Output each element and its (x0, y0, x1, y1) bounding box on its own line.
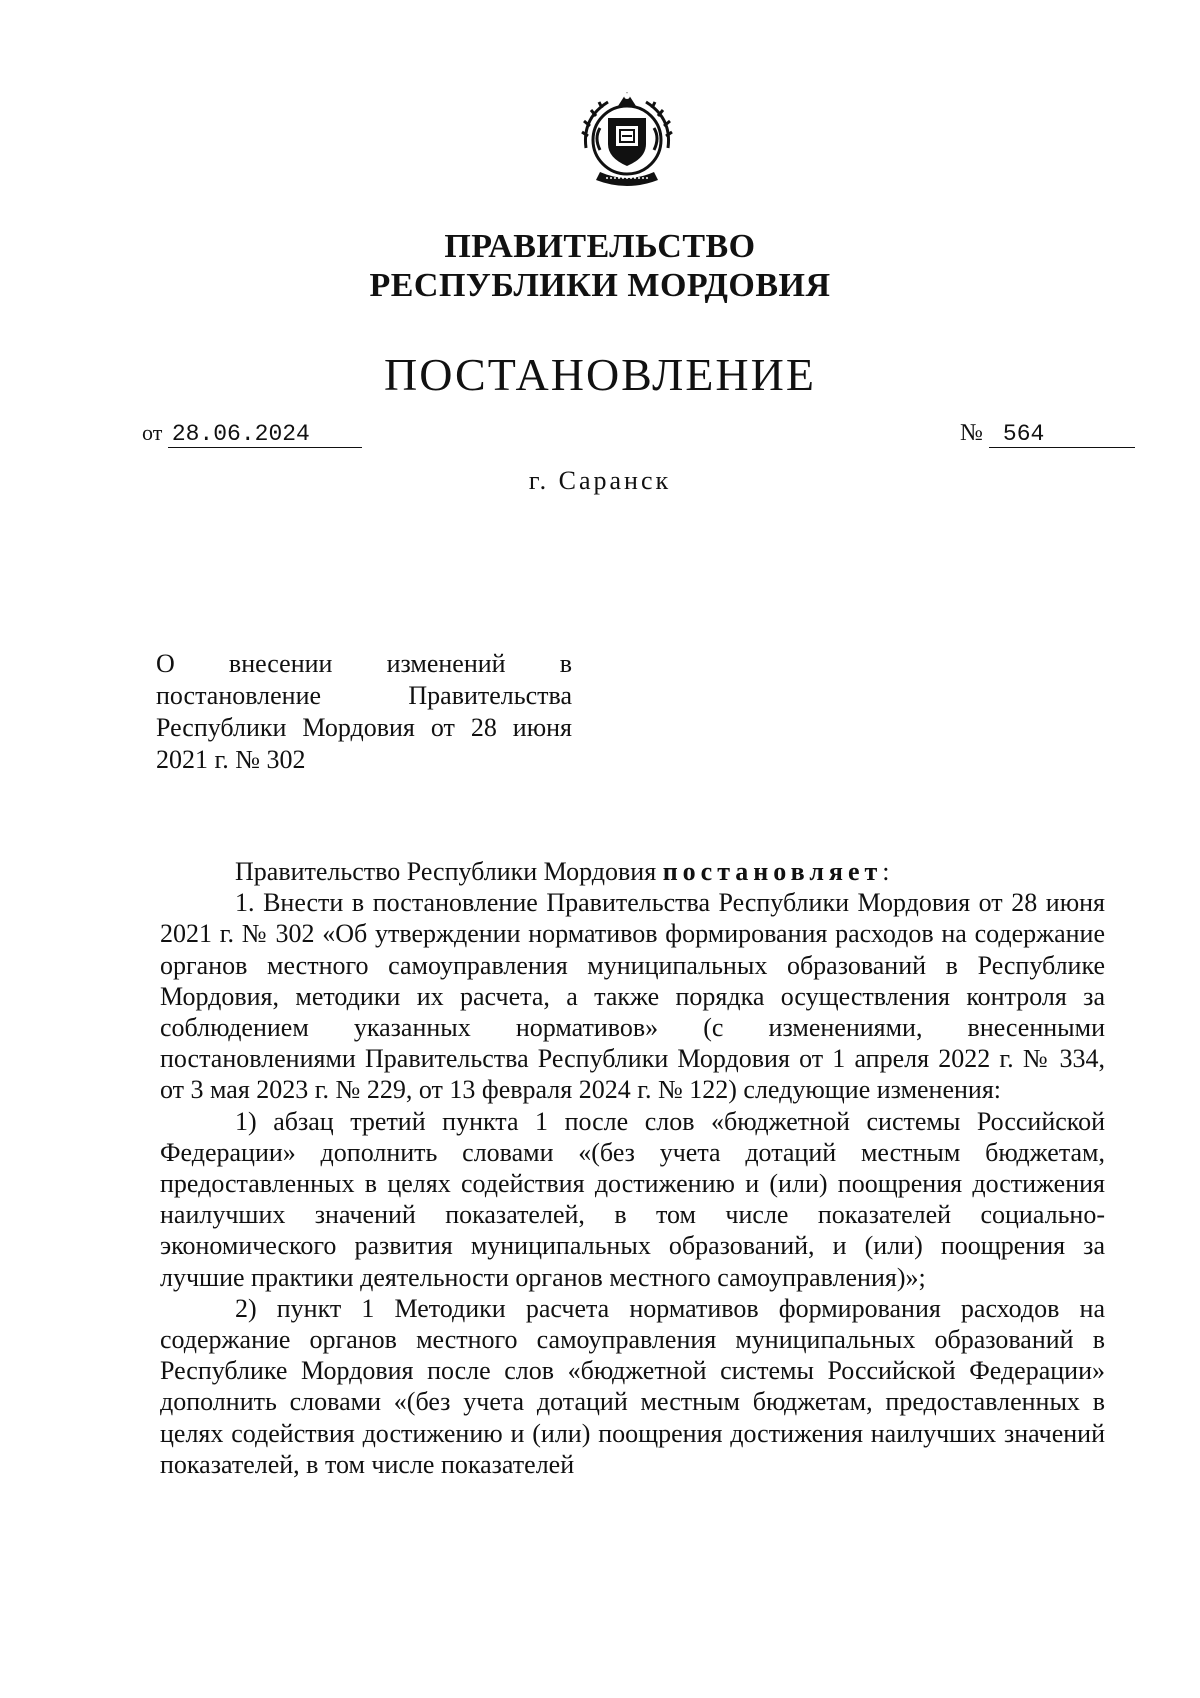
document-date (142, 420, 362, 448)
document-number (960, 420, 1135, 448)
body-paragraph-3: 2) пункт 1 Методики расчета нормативов формирования расходов на содержание органов местного самоуправления муниципальных образований в Республике Мордовия после слов «бюджетной системы Российской Федерации» дополнить словами «(без учета дотаций местным бюджетам, предоставленных в целях содействия достижению и (или) поощрения достижения наилучших значений показателей, в том числе показателей (160, 1293, 1105, 1479)
organization-name-line-2: РЕСПУБЛИКИ МОРДОВИЯ (369, 267, 831, 304)
document-type: ПОСТАНОВЛЕНИЕ (384, 349, 816, 400)
intro-spaced-word: постановляет (662, 857, 883, 886)
organization-name-line-1: ПРАВИТЕЛЬСТВО (444, 228, 756, 265)
intro-prefix: Правительство Республики Мордовия (235, 857, 657, 886)
number-prefix: № (960, 420, 983, 446)
body-paragraph-1: 1. Внести в постановление Правительства Республики Мордовия от 28 июня 2021 г. № 302 «Об утверждении нормативов формирования расходов на содержание органов местного самоуправления муниципальных образований в Республике Мордовия, методики их расчета, а также порядка осуществления контроля за соблюдением указанных нормативов» (с изменениями, внесенными постановлениями Правительства Республики Мордовия от 1 апреля 2022 г. № 334, от 3 мая 2023 г. № 229, от 13 февраля 2024 г. № 122) следующие изменения: (160, 888, 1105, 1105)
document-body (160, 856, 1105, 1480)
number-value: 564 (989, 421, 1135, 448)
city: г. Саранск (528, 466, 672, 495)
date-value: 28.06.2024 (168, 421, 362, 448)
body-paragraph-2: 1) абзац третий пункта 1 после слов «бюджетной системы Российской Федерации» дополнить словами «(без учета дотаций местным бюджетам, предоставленных в целях содействия достижению и (или) поощрения достижения наилучших значений показателей, в том числе показателей социально-экономического развития муниципальных образований, и (или) поощрения за лучшие практики деятельности органов местного самоуправления)»; (160, 1106, 1105, 1292)
intro-suffix: : (882, 857, 890, 886)
document-subject: О внесении изменений в постановление Правительства Республики Мордовия от 28 июня 2021 г. № 302 (156, 649, 572, 774)
intro-paragraph (160, 856, 1105, 887)
date-prefix: от (142, 420, 163, 445)
coat-of-arms-emblem (572, 88, 682, 188)
